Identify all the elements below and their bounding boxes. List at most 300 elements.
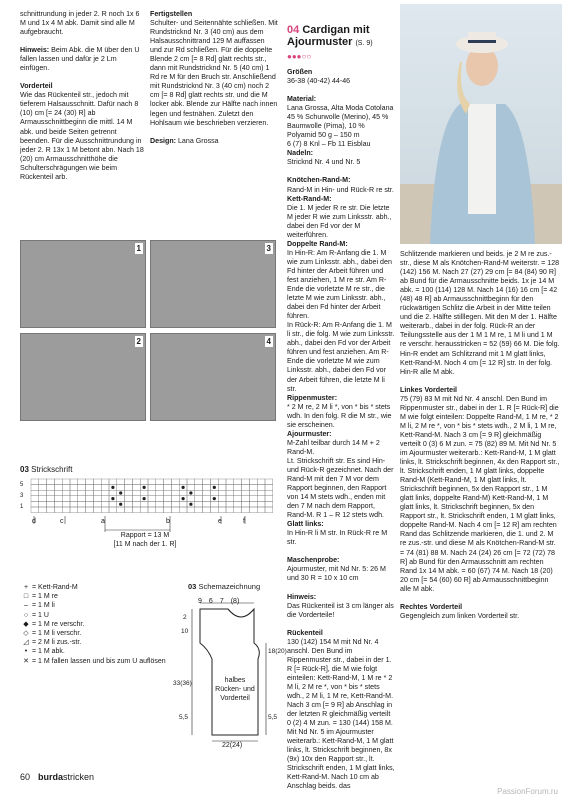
chart-letter-b: b xyxy=(166,518,170,525)
difficulty-dots: ●●●○○ xyxy=(287,52,312,61)
chart-cell xyxy=(148,496,156,502)
chart-cell xyxy=(140,479,148,485)
swatch-number-4: 4 xyxy=(266,337,271,346)
chart-rapport-label: Rapport = 13 M [11 M nach der 1. R] xyxy=(113,532,177,548)
chart-cell xyxy=(78,490,86,496)
chart-cell xyxy=(249,507,257,513)
swatch-number-1: 1 xyxy=(136,244,141,253)
col3-para-9: Ajourmuster: xyxy=(287,429,332,438)
chart-cell xyxy=(234,501,242,507)
chart-cell xyxy=(132,490,140,496)
chart-cell xyxy=(54,490,62,496)
chart-cell xyxy=(117,507,125,513)
chart-cell xyxy=(249,501,257,507)
chart-cell xyxy=(203,485,211,491)
chart-cell xyxy=(140,501,148,507)
chart-cell xyxy=(187,496,195,502)
chart-letter-d: d xyxy=(32,518,36,525)
groessen-text: 36-38 (40-42) 44-46 xyxy=(287,77,351,86)
legend-text: = 1 M fallen lassen und bis zum U auflösen xyxy=(32,657,166,665)
chart-cell xyxy=(249,496,257,502)
chart-cell xyxy=(101,507,109,513)
chart-cell xyxy=(226,507,234,513)
chart-cell xyxy=(93,490,101,496)
col3-para-14: Maschenprobe: xyxy=(287,556,340,565)
chart-cell xyxy=(226,496,234,502)
chart-cell xyxy=(265,507,273,513)
chart-cell xyxy=(47,479,55,485)
col3-para-3: Die 1. M jeder R re str. Die letzte M jeder R wie zum Linksstr. abh., dabei den Fd vor der M weiterführen. xyxy=(287,203,392,239)
chart-cell xyxy=(132,485,140,491)
chart-cell xyxy=(234,507,242,513)
chart-cell xyxy=(109,507,117,513)
chart-cell xyxy=(70,501,78,507)
col3-para-19: 130 (142) 154 M mit Nd Nr. 4 anschl. Den Bund im Rippenmuster str., dabei in der 1. R [= Rück-R], die M wie folgt einteilen: Kett-Rand-M, 1 M re * 2 M li, 2 M re *, von * bis * stets wdh., 2 M li, 1 M re, Kett-Rand-M. Nach 3 cm [= 9 R] ab Anschlag in der letzten R gleichmäßig verteilt 0 (2) 4 M zun. = 130 (144) 158 M. Mit Nd Nr. 5 im Ajourmuster weiterarb.: Kett-Rand-M, 1 M glatt links, lt. Strickschrift beginnen, 8x (9x) 10x den Rapport str., lt. Strickschrift enden, 1 M glatt links, Kett-Rand-M. Nach 10 cm ab Anschlag beids. das xyxy=(287,637,395,791)
chart-symbol xyxy=(213,486,216,489)
chart-letter-e: e xyxy=(218,518,222,525)
chart-cell xyxy=(101,485,109,491)
chart-symbol xyxy=(119,491,122,494)
schema-left-10: 10 xyxy=(181,628,189,635)
col3-para-6: In Rück-R: Am R-Anfang die 1. M li str., die folg. M wie zum Linksstr. abh., dabei den Fd vor der Arbeit führen und fest anziehen. Am R-Ende die vorletzte M wie zum Linksstr. abh., dabei den Fd vor der Arbeit führen, die letzte M li str. xyxy=(287,321,395,393)
chart-cell xyxy=(148,490,156,496)
swatch-photo-2 xyxy=(20,333,146,421)
chart-cell xyxy=(164,490,172,496)
legend-text: = 2 M li zus.-str. xyxy=(32,639,82,647)
chart-cell xyxy=(101,490,109,496)
col4-para-4: Gegengleich zum linken Vorderteil str. xyxy=(400,611,520,620)
legend-symbol-icon: ○ xyxy=(23,611,29,619)
chart-cell xyxy=(78,496,86,502)
chart-cell xyxy=(242,501,250,507)
chart-cell xyxy=(62,507,70,513)
chart-cell xyxy=(234,490,242,496)
chart-cell xyxy=(125,501,133,507)
chart-cell xyxy=(62,496,70,502)
chart-cell xyxy=(109,501,117,507)
chart-cell xyxy=(171,501,179,507)
schema-left-33: 33(36) xyxy=(173,680,192,687)
chart-cell xyxy=(54,501,62,507)
legend-row xyxy=(20,602,180,611)
chart-cell xyxy=(93,507,101,513)
chart-cell xyxy=(156,496,164,502)
col4-para-3: Rechtes Vorderteil xyxy=(400,602,463,611)
chart-cell xyxy=(125,496,133,502)
chart-cell xyxy=(179,479,187,485)
chart-cell xyxy=(117,479,125,485)
swatch-photo-3 xyxy=(150,240,276,328)
chart-cell xyxy=(195,507,203,513)
legend-text: = 1 U xyxy=(32,611,49,619)
design-credit: Design: Lana Grossa xyxy=(150,136,219,145)
chart-cell xyxy=(234,496,242,502)
chart-cell xyxy=(210,501,218,507)
chart-cell xyxy=(31,490,39,496)
chart-cell xyxy=(125,507,133,513)
chart-cell xyxy=(257,490,265,496)
chart-cell xyxy=(156,507,164,513)
chart-cell xyxy=(54,507,62,513)
chart-letter-a: a xyxy=(101,518,105,525)
chart-cell xyxy=(62,501,70,507)
chart-cell xyxy=(249,479,257,485)
chart-cell xyxy=(54,479,62,485)
chart-cell xyxy=(242,479,250,485)
chart-cell xyxy=(226,501,234,507)
chart-cell xyxy=(187,479,195,485)
chart-cell xyxy=(195,496,203,502)
material-amount: 6 (7) 8 Knl – Fb 11 Eisblau xyxy=(287,140,371,149)
chart-cell xyxy=(31,501,39,507)
article-number: 04 xyxy=(287,24,300,36)
col3-para-16: Hinweis: xyxy=(287,592,317,601)
chart-cell xyxy=(31,507,39,513)
col3-para-0: Knötchen-Rand-M: xyxy=(287,176,351,185)
chart-cell xyxy=(234,485,242,491)
chart-cell xyxy=(148,507,156,513)
page-footer xyxy=(20,772,94,782)
col4-para-2: 75 (79) 83 M mit Nd Nr. 4 anschl. Den Bund im Rippenmuster str., dabei in der 1. R [= Rück-R] die M wie folgt einteilen: Doppelte Rand-M, 1 M re, * 2 M li, 2 M re *, von * bis * stets wdh., 2 M li, 1 M re, Kett-Rand-M. Nach 3 cm [= 9 R] gleichmäßig verteilt 0 (3) 6 M zun. = 75 (82) 89 M. Mit Nd Nr. 5 im Ajourmuster weiterarb.: Kett-Rand-M, 1 M glatt links, lt. Strickschrift beginnen, 4x den Rapport str., lt. Strickschrift enden, 1 M glatt links, doppelte Rand-M (Kett-Rand-M, 1 M glatt links, lt. Strickschrift beginnen, 5x den Rapport str., 1 M glatt links, doppelte Rand-M) Kett-Rand-M, 1 M glatt links, lt. Strickschrift beginnen, 5x den Rapport str., lt. Strickschrift enden, 1 M glatt links, doppelte Rand-M. Nach 4 cm [= 12 R] am rechten Rand das Schlitzende markieren, die 1. und 2. M re zus.-str. und diese M als Knötchen-Rand-M str. = 74 (81) 88 M. Nach 24 (24) 26 cm [= 72 (72) 78 R] ab Bund für den Armausschnitt am rechten Rand 1x 14 M abk. = 60 (67) 74 M. Nach 18 (20) 20 cm [= 54 (60) 60 R] ab Armausschnittbeginn alle M abk. xyxy=(400,394,560,593)
legend-text: = 1 M li xyxy=(32,602,55,610)
chart-cell xyxy=(156,479,164,485)
chart-cell xyxy=(164,507,172,513)
article-title: Cardigan mit Ajourmuster xyxy=(287,24,370,48)
chart-cell xyxy=(171,490,179,496)
legend-symbol-icon: □ xyxy=(23,593,29,601)
column-1 xyxy=(20,10,144,191)
fertigstellen-heading: Fertigstellen xyxy=(150,10,193,18)
chart-cell xyxy=(203,501,211,507)
chart-cell xyxy=(47,507,55,513)
chart-cell xyxy=(171,479,179,485)
col3-para-18: Rückenteil xyxy=(287,628,323,637)
chart-symbol xyxy=(111,497,114,500)
chart-cell xyxy=(242,507,250,513)
legend-row xyxy=(20,658,180,667)
chart-cell xyxy=(218,490,226,496)
chart-cell xyxy=(47,485,55,491)
chart-cell xyxy=(265,485,273,491)
col3-para-17: Das Rückenteil ist 3 cm länger als die Vorderteile! xyxy=(287,601,394,619)
chart-caption: 03 Strickschrift xyxy=(20,465,73,474)
chart-cell xyxy=(125,479,133,485)
chart-cell xyxy=(164,479,172,485)
legend-row xyxy=(20,621,180,630)
column-2 xyxy=(150,10,278,155)
schema-right-18: 18(20) xyxy=(268,648,287,655)
material-text: Lana Grossa, Alta Moda Cotolana 45 % Schurwolle (Merino), 45 % Baumwolle (Pima), 10 % Polyamid 50 g – 150 m xyxy=(287,104,394,140)
col3-para-11: Lt. Strickschrift str. Es sind Hin- und Rück-R gezeichnet. Nach der Rand-M mit den 7 M vor dem Rapport beginnen, den Rapport von 14 M stets wdh., enden mit den 7 M nach dem Rapport, Rand-M. R 1 – R 12 stets wdh. xyxy=(287,456,394,520)
col3-para-10: M-Zahl teilbar durch 14 M + 2 Rand-M. xyxy=(287,438,380,456)
col3-para-1: Rand-M in Hin- und Rück-R re str. xyxy=(287,185,394,194)
legend-row xyxy=(20,612,180,621)
schema-drawing xyxy=(178,595,278,745)
legend-row xyxy=(20,584,180,593)
model-photo-image xyxy=(400,4,562,244)
chart-cell xyxy=(39,479,47,485)
chart-cell xyxy=(179,507,187,513)
watermark: PassionForum.ru xyxy=(497,787,558,796)
chart-cell xyxy=(187,507,195,513)
legend-row xyxy=(20,639,180,648)
chart-cell xyxy=(78,507,86,513)
chart-cell xyxy=(93,501,101,507)
col4-para-0: Schlitzende markieren und beids. je 2 M re zus.-str., diese M als Knötchen-Rand-M weiterstr. = 128 (142) 156 M. Nach 27 (27) 29 cm [= 84 (84) 90 R] ab Bund für die Armausschnitte beids. 1x je 14 M abk. = 100 (114) 128 M. Nach 14 (16) 16 cm [= 42 (48) 48 R] ab Armausschnittbeginn für den rückwärtigen Schlitz die Arbeit in der Mitte teilen und die 2. Hälfte stilllegen. Mit den M der 1. Hälfte weiterarb., dabei in der folg. Rück-R an der Teilungsstelle aus der 1 M 1 M re, 1 M li und 1 M re verschr. herausstricken = 52 (59) 66 M. Die folg. Hin-R endet am Schlitzrand mit 1 M glatt links, Kett-Rand-M. Noch 4 cm [= 12 R] str. In der folg. Hin-R alle M abk. xyxy=(400,250,560,376)
chart-symbol xyxy=(213,497,216,500)
col3-para-5: In Hin-R: Am R-Anfang die 1. M wie zum Linksstr. abh., dabei den Fd hinter der Arbeit führen und fest anziehen, 1 M re str. Am R-Ende die vorletzte M re str., die letzte M wie zum Linksstr. abh., dabei den Fd hinter der Arbeit führen. xyxy=(287,248,392,321)
chart-cell xyxy=(164,501,172,507)
chart-cell xyxy=(62,479,70,485)
chart-cell xyxy=(39,501,47,507)
chart-cell xyxy=(148,485,156,491)
chart-cell xyxy=(257,501,265,507)
chart-cell xyxy=(86,490,94,496)
fertigstellen-text: Schulter- und Seitennähte schließen. Mit Rundstricknd Nr. 3 (40 cm) aus dem Halsausschnittrand 129 M auffassen und zur Rd schließen. Für die doppelte Blende 2 cm [= 8 Rd] glatt rechts str., dann mit Rundstricknd Nr. 5 (40 cm) 1 Rd re M für den Bruch str. Anschließend mit Rundstricknd Nr. 3 (40 cm) noch 2 cm [= 8 Rd] glatt rechts str. und die M locker abk. Blende zur Hälfte nach innen legen und festnähen. Zuletzt den Hohlsaum wie beschrieben verzieren. xyxy=(150,19,278,127)
chart-cell xyxy=(164,496,172,502)
brand-bold: burda xyxy=(38,772,64,782)
col3-para-2: Kett-Rand-M: xyxy=(287,194,332,203)
knitting-chart xyxy=(30,478,280,514)
schema-center-label: halbes Rücken- und Vorderteil xyxy=(215,677,255,702)
chart-cell xyxy=(70,507,78,513)
chart-cell xyxy=(257,507,265,513)
col3-para-12: Glatt links: xyxy=(287,520,324,529)
chart-cell xyxy=(31,479,39,485)
chart-cell xyxy=(109,490,117,496)
chart-cell xyxy=(171,485,179,491)
chart-symbol xyxy=(143,497,146,500)
chart-cell xyxy=(242,485,250,491)
chart-symbol xyxy=(182,486,185,489)
chart-cell xyxy=(86,496,94,502)
chart-cell xyxy=(156,485,164,491)
chart-cell xyxy=(93,479,101,485)
legend-symbol-icon: + xyxy=(23,584,29,591)
chart-letter-c: c xyxy=(60,518,64,525)
article-page-ref: (S. 9) xyxy=(355,40,373,47)
chart-cell xyxy=(210,479,218,485)
chart-cell xyxy=(78,479,86,485)
chart-cell xyxy=(249,485,257,491)
chart-symbol xyxy=(189,491,192,494)
chart-letter-f: f xyxy=(243,518,245,525)
col3-para-15: Ajourmuster, mit Nd Nr. 5: 26 M und 30 R = 10 x 10 cm xyxy=(287,565,386,583)
material-heading: Material: xyxy=(287,95,317,104)
legend-text: = 1 M li verschr. xyxy=(32,629,82,637)
chart-symbol xyxy=(189,503,192,506)
chart-cell xyxy=(218,507,226,513)
chart-cell xyxy=(218,485,226,491)
chart-legend xyxy=(20,584,180,667)
chart-cell xyxy=(203,507,211,513)
chart-cell xyxy=(203,479,211,485)
legend-symbol-icon: – xyxy=(24,602,28,610)
chart-cell xyxy=(195,501,203,507)
chart-cell xyxy=(242,496,250,502)
chart-cell xyxy=(31,496,39,502)
chart-cell xyxy=(117,496,125,502)
chart-cell xyxy=(62,485,70,491)
legend-row xyxy=(20,648,180,657)
chart-cell xyxy=(203,490,211,496)
chart-cell xyxy=(125,485,133,491)
legend-symbol-icon: ◆ xyxy=(23,620,29,628)
chart-cell xyxy=(171,496,179,502)
chart-cell xyxy=(195,479,203,485)
chart-cell xyxy=(265,479,273,485)
chart-cell xyxy=(101,501,109,507)
chart-cell xyxy=(109,479,117,485)
chart-cell xyxy=(39,490,47,496)
chart-cell xyxy=(140,490,148,496)
chart-symbol xyxy=(182,497,185,500)
chart-cell xyxy=(86,501,94,507)
chart-cell xyxy=(257,479,265,485)
chart-cell xyxy=(156,490,164,496)
chart-cell xyxy=(265,490,273,496)
chart-cell xyxy=(179,490,187,496)
chart-cell xyxy=(265,496,273,502)
schema-left-55: 5,5 xyxy=(179,714,189,721)
chart-cell xyxy=(187,485,195,491)
col3-para-8: * 2 M re, 2 M li *, von * bis * stets wdh. In den folg. R die M str., wie sie erscheinen. xyxy=(287,402,392,429)
swatch-photo-4 xyxy=(150,333,276,421)
legend-row xyxy=(20,630,180,639)
col3-para-13: In Hin-R li M str. In Rück-R re M str. xyxy=(287,529,388,547)
legend-row xyxy=(20,593,180,602)
chart-cell xyxy=(218,479,226,485)
groessen-heading: Größen xyxy=(287,68,313,76)
chart-cell xyxy=(226,485,234,491)
vorderteil-heading: Vorderteil xyxy=(20,82,53,91)
chart-cell xyxy=(132,507,140,513)
chart-cell xyxy=(148,501,156,507)
chart-cell xyxy=(54,485,62,491)
legend-text: = 1 M abk. xyxy=(32,648,65,656)
swatch-photo-1 xyxy=(20,240,146,328)
chart-row-labels: 5 3 1 xyxy=(20,482,24,510)
chart-cell xyxy=(210,490,218,496)
chart-cell xyxy=(171,507,179,513)
chart-cell xyxy=(195,485,203,491)
chart-cell xyxy=(234,479,242,485)
chart-cell xyxy=(78,501,86,507)
chart-cell xyxy=(148,479,156,485)
chart-cell xyxy=(39,496,47,502)
column-3-body xyxy=(287,176,395,791)
col4-para-1: Linkes Vorderteil xyxy=(400,385,458,394)
chart-cell xyxy=(101,496,109,502)
chart-cell xyxy=(70,485,78,491)
intro-text: schnittrundung in jeder 2. R noch 1x 6 M und 1x 4 M abk. Damit sind alle M aufgebraucht. xyxy=(20,10,140,37)
chart-cell xyxy=(140,507,148,513)
nadeln-text: Stricknd Nr. 4 und Nr. 5 xyxy=(287,158,361,167)
chart-cell xyxy=(179,501,187,507)
schema-bottom-value: 22(24) xyxy=(222,742,243,749)
legend-text: = Kett-Rand-M xyxy=(32,584,78,591)
chart-cell xyxy=(226,490,234,496)
chart-cell xyxy=(101,479,109,485)
chart-symbol xyxy=(143,486,146,489)
chart-cell xyxy=(218,501,226,507)
hinweis-paragraph: Hinweis: Beim Abk. die M über den U fallen lassen und dafür je 2 Lm einfügen. xyxy=(20,46,140,73)
legend-symbol-icon: ✕ xyxy=(23,657,29,665)
legend-text: = 1 M re verschr. xyxy=(32,620,85,628)
column-4-body xyxy=(400,250,560,621)
chart-cell xyxy=(210,507,218,513)
chart-cell xyxy=(86,479,94,485)
chart-cell xyxy=(86,507,94,513)
chart-cell xyxy=(218,496,226,502)
chart-cell xyxy=(132,501,140,507)
chart-cell xyxy=(226,479,234,485)
chart-cell xyxy=(132,479,140,485)
chart-cell xyxy=(125,490,133,496)
chart-cell xyxy=(31,485,39,491)
column-4 xyxy=(400,250,560,621)
swatch-number-3: 3 xyxy=(266,244,271,253)
chart-cell xyxy=(93,496,101,502)
chart-cell xyxy=(257,496,265,502)
chart-cell xyxy=(86,485,94,491)
chart-cell xyxy=(78,485,86,491)
chart-symbol xyxy=(111,486,114,489)
legend-text: = 1 M re xyxy=(32,593,58,601)
chart-cell xyxy=(70,496,78,502)
chart-cell xyxy=(242,490,250,496)
chart-cell xyxy=(93,485,101,491)
article-header xyxy=(287,24,395,61)
chart-symbol xyxy=(119,503,122,506)
legend-symbol-icon: • xyxy=(24,648,28,656)
chart-cell xyxy=(203,496,211,502)
vorderteil-text: Wie das Rückenteil str., jedoch mit tieferem Halsausschnitt. Dafür nach 8 (10) cm [= 24 (30) R] ab Armausschnittbeginn die mittl. 14 M abk. und beide Seiten getrennt beenden. Für die Ausschnittrundung in jeder 2. R 13x 1 M betont abn. Nach 18 (20) cm Armausschnitthöhe die Schulterschrägungen wie beim Rückenteil arb. xyxy=(20,91,144,181)
col3-para-7: Rippenmuster: xyxy=(287,393,338,402)
chart-cell xyxy=(164,485,172,491)
col3-para-4: Doppelte Rand-M: xyxy=(287,239,348,248)
nadeln-heading: Nadeln: xyxy=(287,149,314,158)
chart-cell xyxy=(54,496,62,502)
chart-cell xyxy=(132,496,140,502)
chart-cell xyxy=(47,496,55,502)
chart-cell xyxy=(39,507,47,513)
chart-cell xyxy=(195,490,203,496)
schema-top-values: 9 6 7 (8) xyxy=(198,598,240,605)
model-photo xyxy=(400,4,562,244)
schema-caption: 03 Schemazeichnung xyxy=(188,582,261,591)
chart-cell xyxy=(70,490,78,496)
chart-cell xyxy=(47,501,55,507)
chart-cell xyxy=(117,485,125,491)
chart-cell xyxy=(39,485,47,491)
schema-right-55: 5,5 xyxy=(268,714,278,721)
schema-left-2: 2 xyxy=(183,614,187,621)
legend-symbol-icon: ◿ xyxy=(23,639,29,647)
legend-symbol-icon: ◇ xyxy=(23,629,29,637)
swatch-number-2: 2 xyxy=(136,337,141,346)
page-number: 60 xyxy=(20,772,31,782)
chart-cell xyxy=(249,490,257,496)
brand-rest: stricken xyxy=(63,772,95,782)
column-3 xyxy=(287,68,395,792)
chart-cell xyxy=(47,490,55,496)
chart-cell xyxy=(156,501,164,507)
chart-cell xyxy=(62,490,70,496)
chart-cell xyxy=(257,485,265,491)
chart-cell xyxy=(265,501,273,507)
chart-cell xyxy=(70,479,78,485)
